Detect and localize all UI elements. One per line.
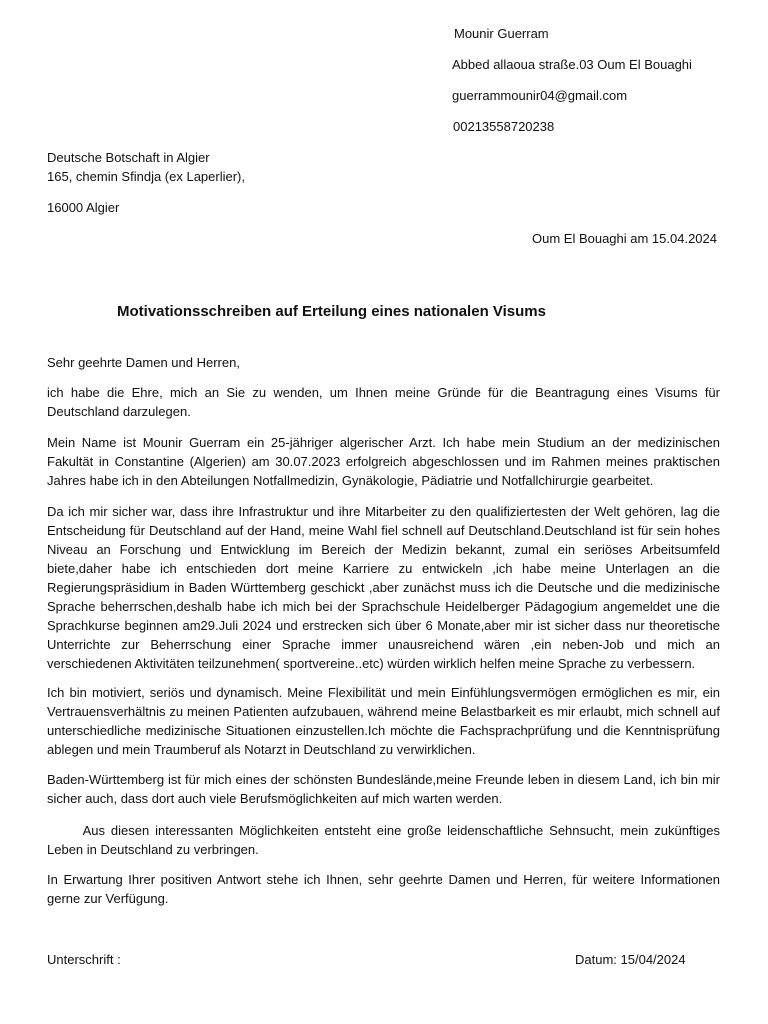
sender-phone: 00213558720238: [453, 119, 555, 134]
recipient-line-1: Deutsche Botschaft in Algier: [47, 150, 210, 165]
date-label: Datum: 15/04/2024: [575, 952, 686, 967]
sender-name: Mounir Guerram: [454, 26, 549, 41]
paragraph-background: Mein Name ist Mounir Guerram ein 25-jähriger algerischer Arzt. Ich habe mein Studium an der medizinischen Fakultät in Constantine (Algerien) am 30.07.2023 erfolgreich abgeschlossen und im Rahmen meines praktischen Jahres habe ich in den Abteilungen Notfallmedizin, Gynäkologie, Pädiatrie und Notfallchirurgie gearbeitet.: [47, 435, 720, 488]
paragraph-motivation-germany: Da ich mir sicher war, dass ihre Infrastruktur und ihre Mitarbeiter zu den qualifiziertesten der Welt gehören, lag die Entscheidung für Deutschland auf der Hand, meine Wahl fiel schnell auf Deutschland.Deutschland ist für sein hohes Niveau an Forschung und Entwicklung im Bereich der Medizin bekannt, zumal ein seriöses Arbeitsumfeld biete,daher habe ich entschieden dort meine Karriere zu entwickeln ,ich habe meine Unterlagen an die Regierungspräsidium in Baden Württemberg geschickt ,aber zunächst muss ich die Deutsche und die medizinische Sprache beherrschen,deshalb habe ich mich bei der Sprachschule Heidelberger Pädagogium angemeldet une die Sprachkurse beginnen am29.Juli 2024 und erstrecken sich über 6 Monate,aber mir ist sicher dass nur theoretische Unterrichte zur Beherrschung einer Sprache immer unausreichend wären ,ein neben-Job und mich an verschiedenen Aktivitäten teilzunehmen( sportvereine..etc) würden wirklich helfen meine Sprache zu verbessern.: [47, 504, 720, 671]
paragraph-intro: ich habe die Ehre, mich an Sie zu wenden, um Ihnen meine Gründe für die Beantragung eines Visums für Deutschland darzulegen.: [47, 385, 720, 419]
salutation: Sehr geehrte Damen und Herren,: [47, 355, 240, 370]
paragraph-longing: Aus diesen interessanten Möglichkeiten entsteht eine große leidenschaftliche Sehnsucht, mein zukünftiges Leben in Deutschland zu verbringen.: [47, 823, 724, 857]
letter-title: Motivationsschreiben auf Erteilung eines nationalen Visums: [117, 303, 546, 320]
place-date: Oum El Bouaghi am 15.04.2024: [531, 231, 717, 246]
signature-label: Unterschrift :: [47, 952, 121, 967]
recipient-line-3: 16000 Algier: [47, 200, 120, 215]
recipient-line-2: 165, chemin Sfindja (ex Laperlier),: [47, 169, 245, 184]
paragraph-personal-qualities: Ich bin motiviert, seriös und dynamisch. Meine Flexibilität und mein Einfühlungsvermögen ermöglichen es mir, ein Vertrauensverhältnis zu meinen Patienten aufzubauen, während meine Belastbarkeit es mir erlaubt, mich schnell auf unterschiedliche medizinische Situationen einzustellen.Ich möchte die Fachsprachprüfung und die Kenntnisprüfung ablegen und mein Traumberuf als Notarzt in Deutschland zu verwirklichen.: [47, 685, 720, 757]
paragraph-baden-wuerttemberg: Baden-Württemberg ist für mich eines der schönsten Bundeslände,meine Freunde leben in diesem Land, ich bin mir sicher auch, dass dort auch viele Berufsmöglichkeiten auf mich warten werden.: [47, 772, 720, 806]
sender-email: guerrammounir04@gmail.com: [452, 88, 628, 103]
sender-address: Abbed allaoua straße.03 Oum El Bouaghi: [452, 57, 692, 72]
paragraph-closing: In Erwartung Ihrer positiven Antwort stehe ich Ihnen, sehr geehrte Damen und Herren, für weitere Informationen gerne zur Verfügung.: [47, 872, 720, 906]
